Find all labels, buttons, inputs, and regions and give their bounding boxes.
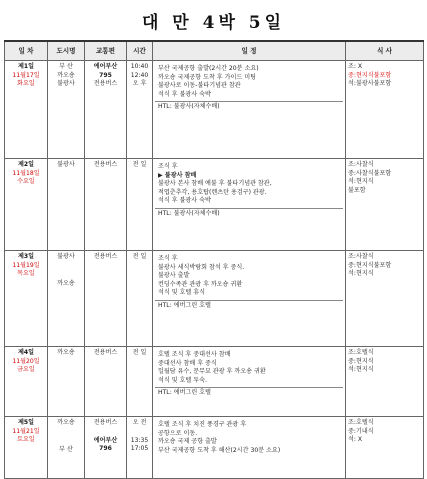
schedule-line: 조식 후: [158, 163, 178, 170]
schedule-cell: [153, 251, 346, 347]
schedule-line: 불광사 본사 참배 예불 후 불타기념관 참관,: [158, 180, 272, 188]
schedule-cell: [153, 61, 346, 159]
meal-cell: [346, 159, 424, 251]
city-name: 불광사: [57, 80, 75, 88]
day-number: 제2일: [17, 161, 34, 168]
schedule-text: [155, 253, 343, 300]
day-cell: [5, 347, 48, 417]
time-value: 전 일: [132, 161, 147, 168]
header-day: 일 차: [5, 41, 48, 61]
transport-item: 796: [99, 445, 112, 453]
time-value: 전 일: [132, 253, 147, 260]
time-cell: [127, 61, 153, 159]
schedule-line: 석식 후 불광사 숙박: [158, 197, 211, 205]
city-name: 까오숑: [57, 279, 75, 287]
schedule-line: 호텔 조식 후 치진 풍경구 관광 후: [158, 421, 247, 428]
schedule-line: 불광사로 이동-불타기념관 참관: [158, 82, 241, 90]
time-cell: [127, 347, 153, 417]
transport-cell: [85, 251, 127, 347]
schedule-text: [155, 419, 343, 457]
city-cell: [48, 251, 85, 347]
time-value: 13:35: [130, 436, 149, 444]
time-value: 10:40: [130, 63, 149, 70]
time-cell: [127, 417, 153, 479]
schedule-line: 적엽춘추각, 용호탑(렌츠탄 용검구) 관광.: [158, 188, 267, 196]
city-name: 불광사: [57, 253, 75, 260]
schedule-cell: [153, 159, 346, 251]
city-name: 까오숑: [57, 349, 75, 356]
meal-item: 불포함: [348, 186, 366, 194]
meal-item: 조:호텔식: [348, 419, 374, 426]
meal-item: 석:현지식: [348, 270, 374, 278]
city-name: 부 산: [59, 63, 73, 70]
meal-item: 조:호텔식: [348, 349, 374, 356]
schedule-line: 석식 및 호텔 휴식: [158, 289, 206, 297]
time-value: 17:05: [130, 445, 149, 453]
schedule-line: 조식 후: [158, 255, 178, 262]
schedule-line: 일월담 유수, 문무묘 관광 후 까오숑 귀환: [158, 368, 266, 376]
schedule-line: 불광사 출발: [158, 272, 190, 280]
day-date: 11월17일: [12, 71, 40, 79]
city-name: 까오숑: [57, 71, 75, 79]
meal-cell: [346, 347, 424, 417]
meal-item: 석:불광사불포함: [348, 80, 392, 88]
day-number: 제5일: [17, 419, 34, 426]
day-number: 제1일: [17, 63, 34, 70]
transport-item: [87, 428, 124, 437]
time-value: 전 일: [132, 349, 147, 356]
transport-item: 전용버스: [93, 80, 118, 88]
transport-cell: [85, 347, 127, 417]
transport-item: 795: [99, 71, 112, 79]
city-cell: [48, 61, 85, 159]
day-date: 11월21일: [12, 427, 40, 435]
day-cell: [5, 417, 48, 479]
header-schedule: 일 정: [153, 41, 346, 61]
meal-cell: [346, 417, 424, 479]
hotel-info: HTL: 불광사(자체수배): [155, 208, 343, 220]
header-time: 시간: [127, 41, 153, 61]
meal-cell: [346, 61, 424, 159]
transport-item: 전용버스: [93, 419, 118, 426]
schedule-text: [155, 63, 343, 101]
schedule-line: 까오숑 국제 공항 출발: [158, 438, 217, 446]
hotel-info: HTL: 불광사(자체수배): [155, 101, 343, 113]
transport-cell: [85, 159, 127, 251]
meal-item: 중:사찰식불포함: [348, 169, 392, 177]
city-name: [50, 262, 82, 271]
meal-item: 석:현지식: [348, 366, 374, 374]
transport-cell: [85, 61, 127, 159]
table-row: [5, 61, 424, 159]
itinerary-table: [4, 40, 424, 479]
day-weekday: 토요일: [17, 436, 35, 444]
city-cell: [48, 159, 85, 251]
meal-item: 조:사찰식: [348, 161, 374, 168]
meal-item: 중:현지식불포함: [348, 261, 392, 269]
schedule-line: 불광사 세식박람회 참석 후 중식.: [158, 263, 245, 271]
time-value: 12:40: [130, 71, 149, 79]
city-name: [50, 437, 82, 446]
schedule-line: 공항으로 이동.: [158, 429, 198, 437]
table-row: [5, 347, 424, 417]
day-cell: [5, 251, 48, 347]
city-name: [50, 271, 82, 280]
city-name: 까오숑: [57, 419, 75, 426]
time-value: [129, 428, 150, 437]
day-number: 제4일: [17, 349, 34, 356]
day-number: 제3일: [17, 253, 34, 260]
schedule-text: [155, 349, 343, 387]
city-name: 불광사: [57, 161, 75, 168]
table-row: [5, 159, 424, 251]
schedule-text: [155, 161, 343, 208]
transport-cell: [85, 417, 127, 479]
schedule-line: 컨딩수족관 관광 후 까오숑 귀환: [158, 280, 243, 288]
schedule-line: 석식 및 호텔 투숙.: [158, 376, 207, 384]
city-name: [50, 428, 82, 437]
hotel-info: HTL: 에버그린 호텔: [155, 387, 343, 399]
city-cell: [48, 347, 85, 417]
city-cell: [48, 417, 85, 479]
day-weekday: 수요일: [17, 178, 35, 186]
schedule-line: 부산 국제공항 출발(2시간 20분 소요): [158, 65, 259, 72]
day-date: 11월19일: [12, 261, 40, 269]
hotel-info: HTL: 에버그린 호텔: [155, 300, 343, 312]
schedule-line: 부산 국제공항 도착 후 해산(2시간 30분 소요): [158, 446, 281, 454]
header-transport: 교통편: [85, 41, 127, 61]
table-row: [5, 417, 424, 479]
time-cell: [127, 159, 153, 251]
city-name: 부 산: [59, 445, 73, 453]
day-cell: [5, 159, 48, 251]
meal-item: 석: X: [348, 436, 363, 444]
day-weekday: 금요일: [17, 366, 35, 374]
meal-cell: [346, 251, 424, 347]
day-date: 11월18일: [12, 169, 40, 177]
time-cell: [127, 251, 153, 347]
table-row: [5, 251, 424, 347]
meal-item: 중:현지식불포함: [348, 71, 392, 79]
schedule-line: 석식 후 불광사 숙박: [158, 90, 211, 98]
transport-item: 에어부산: [93, 63, 118, 70]
schedule-cell: [153, 417, 346, 479]
transport-item: 전용버스: [93, 161, 118, 168]
meal-item: 중:현지식: [348, 357, 374, 365]
header-row: [5, 41, 424, 61]
schedule-line: ▶ 불광사 참배: [158, 171, 197, 179]
transport-item: 전용버스: [93, 349, 118, 356]
schedule-cell: [153, 347, 346, 417]
header-city: 도시명: [48, 41, 85, 61]
time-value: 오 전: [132, 419, 147, 426]
schedule-line: 호텔 조식 후 중대선사 참배: [158, 351, 231, 358]
meal-item: 중:기내식: [348, 427, 374, 435]
meal-item: 조:사찰식: [348, 253, 374, 260]
transport-item: 전용버스: [93, 253, 118, 260]
meal-item: 조: X: [348, 63, 363, 70]
schedule-line: 까오숑 국제공항 도착 후 가이드 미팅: [158, 73, 256, 81]
page-title: 대 만 4박 5일: [141, 13, 286, 33]
day-weekday: 화요일: [17, 80, 35, 88]
time-value: 오 후: [132, 80, 147, 88]
day-weekday: 목요일: [17, 270, 35, 278]
meal-item: 석:현지식: [348, 178, 374, 186]
day-date: 11월20일: [12, 357, 40, 365]
day-cell: [5, 61, 48, 159]
header-meals: 식 사: [346, 41, 424, 61]
schedule-line: 중대선사 참배 후 중식: [158, 359, 217, 367]
transport-item: 에어부산: [93, 436, 118, 444]
